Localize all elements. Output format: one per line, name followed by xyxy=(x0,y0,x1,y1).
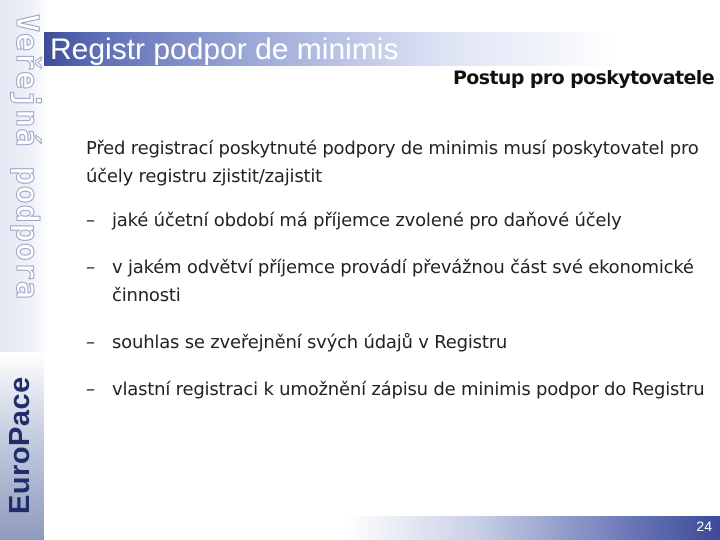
bullet-dash: – xyxy=(86,257,95,278)
bullet-text: souhlas se zveřejnění svých údajů v Registru xyxy=(112,332,508,353)
page-title: Registr podpor de minimis xyxy=(50,33,399,66)
list-item xyxy=(86,254,706,310)
footer-bar xyxy=(345,516,720,540)
list-item xyxy=(86,376,706,404)
europace-logo xyxy=(4,376,42,534)
logo-text: EuroPace xyxy=(4,376,36,514)
bullet-dash: – xyxy=(86,332,95,353)
bullet-dash: – xyxy=(86,210,95,231)
list-item xyxy=(86,207,706,235)
list-item xyxy=(86,329,706,357)
bullet-text: v jakém odvětví příjemce provádí převážnou část své ekonomické činnosti xyxy=(112,257,694,306)
intro-paragraph: Před registrací poskytnuté podpory de minimis musí poskytovatel pro účely registru zjistit/zajistit xyxy=(86,138,699,187)
bullet-text: jaké účetní období má příjemce zvolené pro daňové účely xyxy=(112,210,622,231)
bullet-text: vlastní registraci k umožnění zápisu de minimis podpor do Registru xyxy=(112,379,705,400)
sidebar-vertical-title: Veřejná podpora xyxy=(9,14,44,300)
slide-content xyxy=(86,135,706,423)
page-subtitle: Postup pro poskytovatele xyxy=(452,67,714,89)
bullet-dash: – xyxy=(86,379,95,400)
page-number: 24 xyxy=(696,518,712,534)
bullet-list xyxy=(86,207,706,404)
